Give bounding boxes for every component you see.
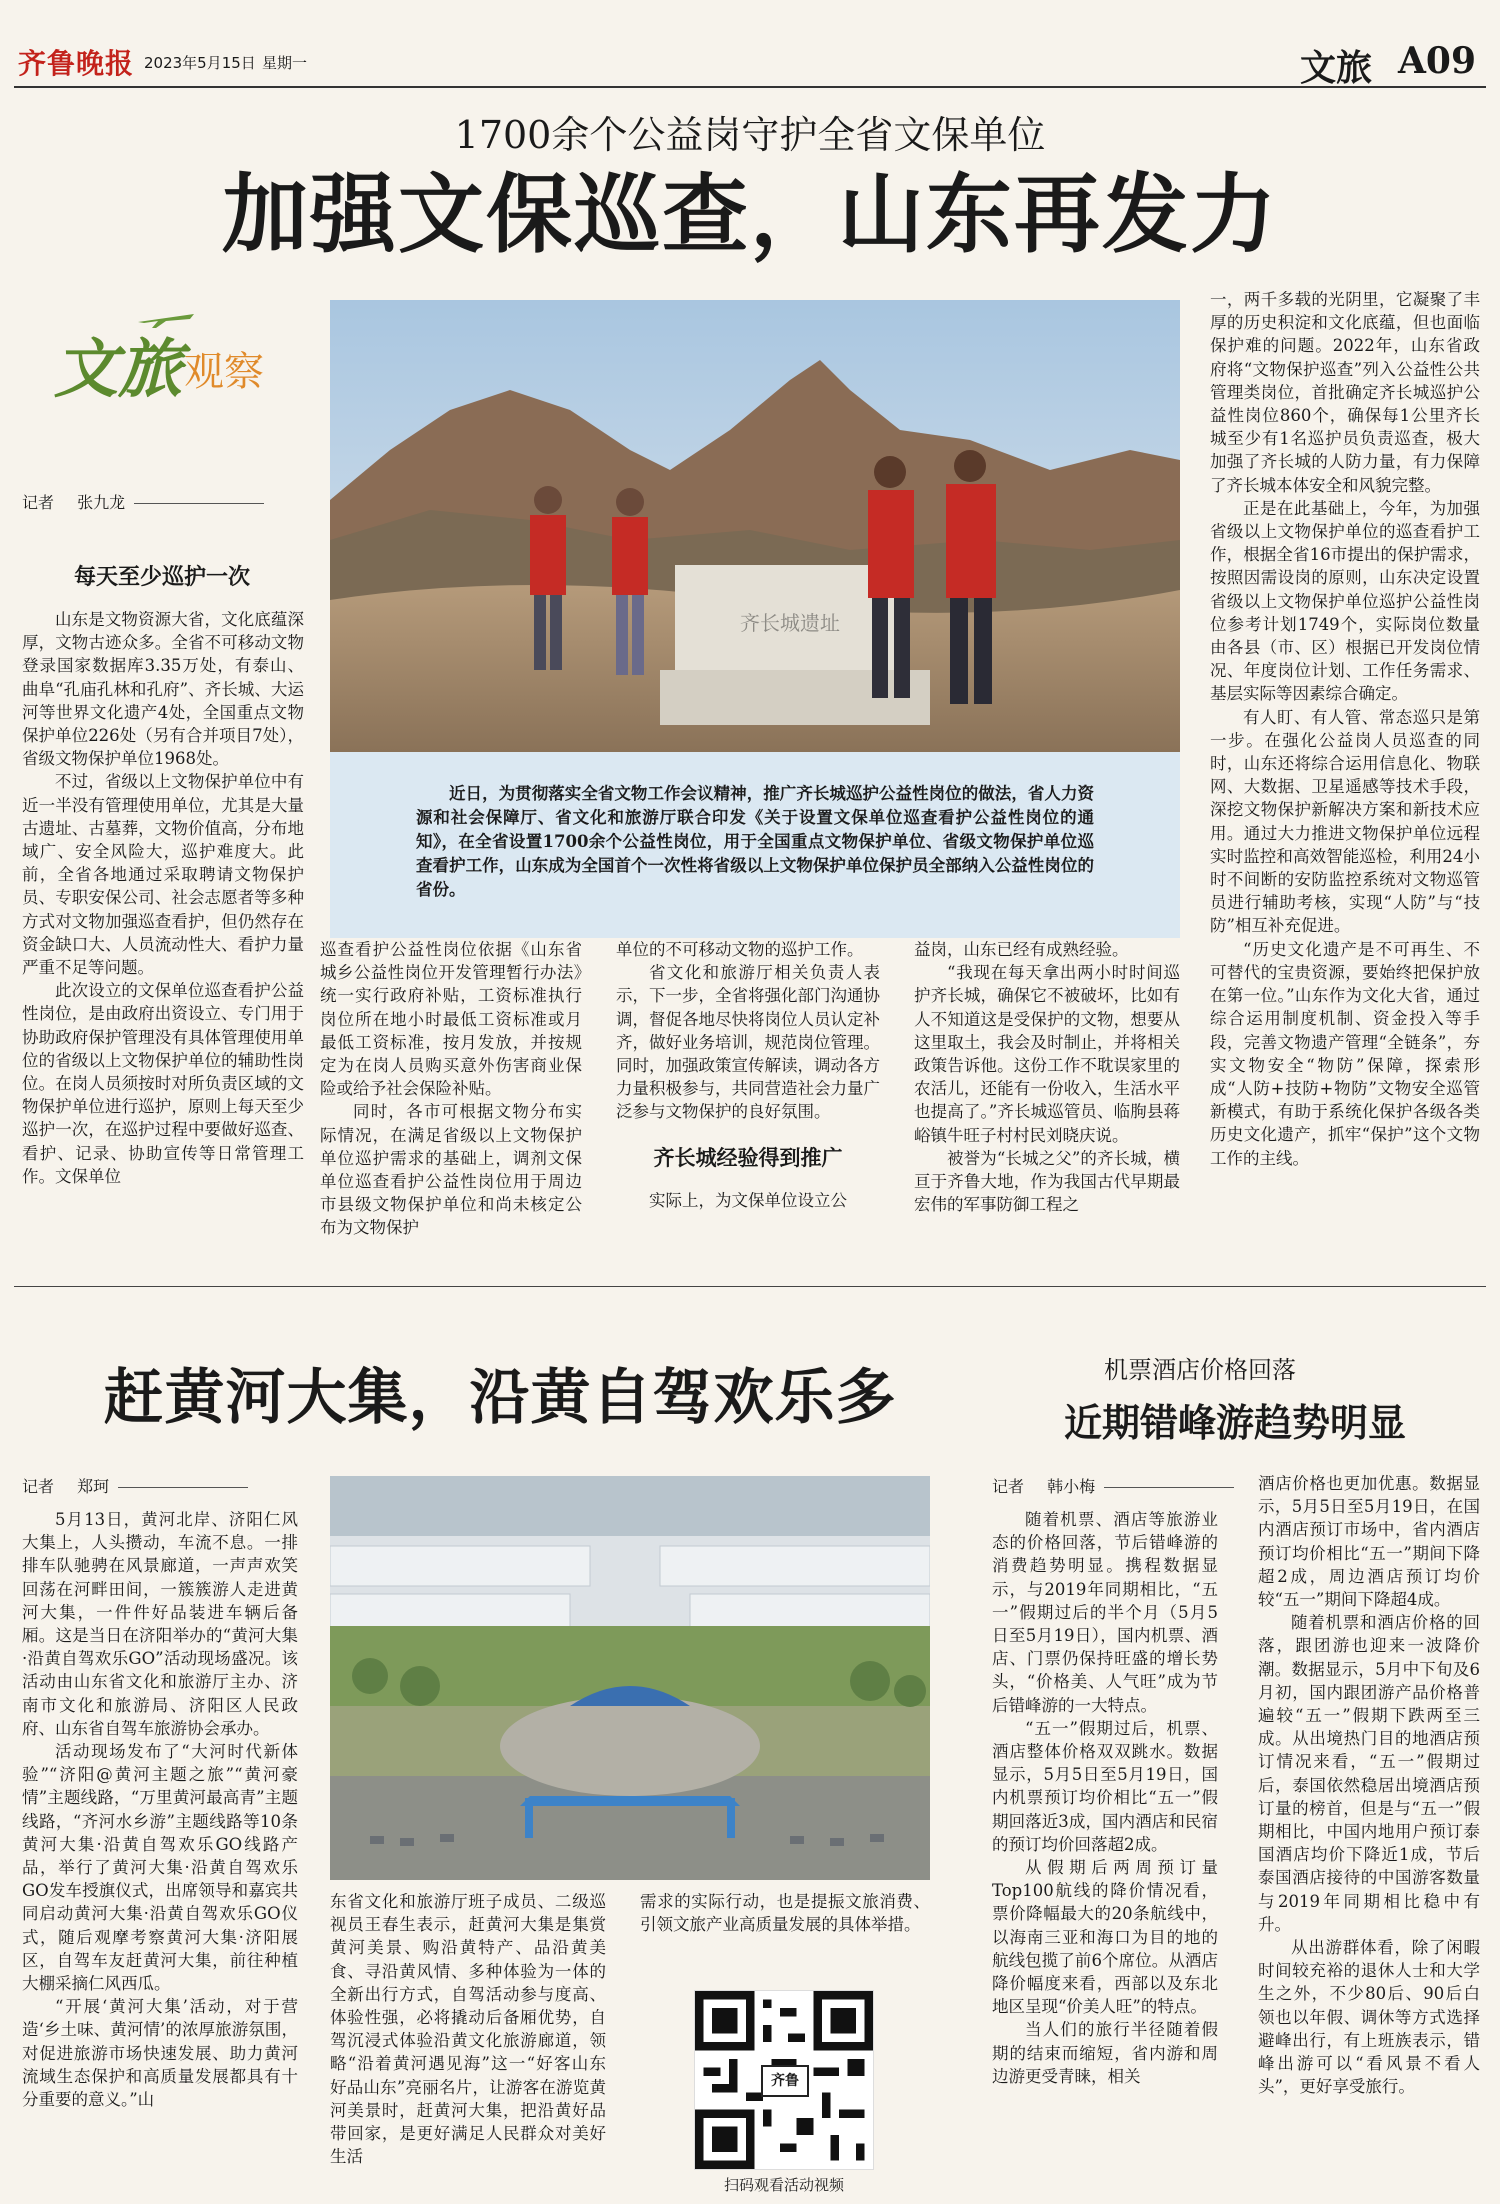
story1-col5-p2: 正是在此基础上，今年，为加强省级以上文物保护单位的巡查看护工作，根据全省16市提出的保护需求，按照因需设岗的原则，山东决定设置省级以上文物保护单位巡护公益性岗位参考计划1749个，实际岗位数量由各县（市、区）根据已开发岗位情况、年度岗位计划、工作任务需求、基层实际等因素综合确定。 — [1210, 498, 1480, 704]
section-name: 文旅 — [1300, 47, 1373, 89]
story1-col3-p3: 实际上，为文保单位设立公 — [649, 1190, 847, 1210]
qr-caption: 扫码观看活动视频 — [723, 2176, 844, 2194]
column-logo — [48, 300, 288, 410]
story1-col4-p2: “我现在每天拿出两小时时间巡护齐长城，确保它不被破坏，比如有人不知道这是受保护的文物，想要从这里取土，我会及时制止，并将相关政策告诉他。这份工作不耽误家里的农活儿，还能有一份收入，生活水平也提高了。”齐长城巡管员、临朐县蒋峪镇牛旺子村村民刘晓庆说。 — [914, 963, 1180, 1145]
story1-col1 — [22, 608, 304, 1268]
story1-photo-caption — [330, 752, 1180, 938]
story3-col2 — [1258, 1472, 1480, 2198]
great-wall-photo-illustration — [330, 300, 1180, 752]
section-divider — [14, 1286, 1486, 1287]
story2-photo — [330, 1476, 930, 1880]
issue-date: 2023年5月15日 — [144, 54, 256, 72]
story1-col5 — [1210, 288, 1480, 1268]
story3-col1-p2: “五一”假期过后，机票、酒店整体价格双双跳水。数据显示，5月5日至5月19日，国内机票预订均价相比“五一”假期回落近3成，国内酒店和民宿的预订均价回落超2成。 — [992, 1718, 1218, 1854]
story1-col2 — [320, 938, 582, 1268]
story1-col2-p2: 同时，各市可根据文物分布实际情况，在满足省级以上文物保护单位巡护需求的基础上，调剂文保单位巡查看护公益性岗位用于周边市县级文物保护单位和尚未核定公布为文物保护 — [320, 1102, 582, 1238]
story1-col3-p2: 省文化和旅游厅相关负责人表示，下一步，全省将强化部门沟通协调，督促各地尽快将岗位人员认定补齐，做好业务培训，规范岗位管理。同时，加强政策宣传解读，调动各方力量积极参与，共同营造社会力量广泛参与文物保护的良好氛围。 — [616, 963, 880, 1122]
story1-col5-p1: 一，两千多载的光阴里，它凝聚了丰厚的历史积淀和文化底蕴，但也面临保护难的问题。2022年，山东省政府将“文物保护巡查”列入公益性公共管理类岗位，首批确定齐长城巡护公益性岗位860个，确保每1公里齐长城至少有1名巡护员负责巡查，极大加强了齐长城的人防力量，有力保障了齐长城本体安全和风貌完整。 — [1210, 290, 1480, 495]
story3-kicker: 机票酒店价格回落 — [1104, 1356, 1296, 1384]
story1-photo — [330, 300, 1180, 752]
story2-col2 — [330, 1890, 606, 2190]
story1-col4 — [914, 938, 1180, 1268]
story3-byline — [992, 1474, 1234, 1497]
story1-subhead2: 齐长城经验得到推广 — [653, 1144, 843, 1170]
page-number: A09 — [1398, 40, 1477, 82]
byline-name: 韩小梅 — [1047, 1477, 1096, 1496]
yellow-river-fair-photo-illustration — [330, 1476, 930, 1880]
byline-rule — [1104, 1487, 1234, 1488]
story2-col3-p1: 需求的实际行动，也是提振文旅消费、引领文旅产业高质量发展的具体举措。 — [640, 1892, 930, 1935]
story3-headline: 近期错峰游趋势明显 — [1063, 1400, 1406, 1445]
story1-subhead1: 每天至少巡护一次 — [73, 564, 250, 590]
story1-col3 — [616, 938, 880, 1268]
issue-weekday: 星期一 — [262, 54, 308, 72]
story2-col3 — [640, 1890, 930, 1980]
story3-col1 — [992, 1508, 1218, 2198]
story1-col4-p3: 被誉为“长城之父”的齐长城，横亘于齐鲁大地，作为我国古代早期最宏伟的军事防御工程之 — [914, 1148, 1180, 1215]
byline-name: 郑珂 — [77, 1477, 110, 1496]
byline-rule — [118, 1487, 248, 1488]
story3-col1-p4: 当人们的旅行半径随着假期的结束而缩短，省内游和周边游更受青睐，相关 — [992, 2020, 1218, 2086]
byline-rule — [134, 503, 264, 504]
column-logo-text-b: 观察 — [184, 349, 264, 395]
byline-label: 记者 — [22, 493, 55, 512]
story1-col1-p3: 此次设立的文保单位巡查看护公益性岗位，是由政府出资设立、专门用于协助政府保护管理没有具体管理使用单位的省级以上文物保护单位的辅助性岗位。在岗人员须按时对所负责区域的文物保护单位进行巡护，原则上每天至少巡护一次，在巡护过程中要做好巡查、看护、记录、协助宣传等日常管理工作。文保单位 — [22, 981, 304, 1186]
story1-col5-p4: “历史文化遗产是不可再生、不可替代的宝贵资源，要始终把保护放在第一位。”山东作为文化大省，通过综合运用制度机制、资金投入等手段，完善文物遗产管理“全链条”，夯实文物安全“物防”保障，探索形成“人防+技防+物防”文物安全巡管新模式，有助于系统化保护各级各类历史文化遗产，抓牢“保护”这个文物工作的主线。 — [1210, 939, 1480, 1168]
stele-inscription: 齐长城遗址 — [740, 611, 840, 635]
story1-col1-p1: 山东是文物资源大省，文化底蕴深厚，文物古迹众多。全省不可移动文物登录国家数据库3.35万处，有泰山、曲阜“孔庙孔林和孔府”、齐长城、大运河等世界文化遗产4处，全国重点文物保护单位226处（另有合并项目7处），省级文物保护单位1968处。 — [22, 610, 304, 769]
story1-col3-p1: 单位的不可移动文物的巡护工作。 — [616, 940, 864, 959]
story2-col1-p3: “开展‘黄河大集’活动，对于营造‘乡土味、黄河情’的浓厚旅游氛围，对促进旅游市场快速发展、助力黄河流域生态保护和高质量发展都具有十分重要的意义。”山 — [22, 1997, 298, 2110]
qr-code[interactable] — [694, 1990, 874, 2170]
story1-col2-p1: 巡查看护公益性岗位依据《山东省城乡公益性岗位开发管理暂行办法》统一实行政府补贴，工资标准执行岗位所在地小时最低工资标准或月最低工资标准，按月发放，并按规定为在岗人员购买意外伤害商业保险或给予社会保险补贴。 — [320, 940, 582, 1099]
qr-badge: 齐鲁 — [761, 2065, 809, 2097]
story2-headline: 赶黄河大集，沿黄自驾欢乐多 — [103, 1363, 897, 1433]
byline-label: 记者 — [992, 1477, 1025, 1496]
paper-logo: 齐鲁晚报 — [18, 47, 135, 80]
story2-col1-p2: 活动现场发布了“大河时代新体验”“济阳@黄河主题之旅”“黄河豪情”主题线路，“万里黄河最高青”主题线路，“齐河水乡游”主题线路等10条黄河大集·沿黄自驾欢乐GO线路产品，举行了黄河大集·沿黄自驾欢乐GO发车授旗仪式，出席领导和嘉宾共同启动黄河大集·沿黄自驾欢乐GO仪式，随后观摩考察黄河大集·济阳展区，自驾车友赶黄河大集，前往种植大棚采摘仁风西瓜。 — [22, 1742, 298, 1994]
story2-col2-p1: 东省文化和旅游厅班子成员、二级巡视员王春生表示，赶黄河大集是集赏黄河美景、购沿黄特产、品沿黄美食、寻沿黄风情、多种体验为一体的全新出行方式，自驾活动参与度高、体验性强，必将撬动后备厢优势，自驾沉浸式体验沿黄文化旅游廊道，领略“沿着黄河遇见海”这一“好客山东 好品山东”亮丽名片，让游客在游览黄河美景时，赶黄河大集，把沿黄好品带回家，是更好满足人民群众对美好生活 — [330, 1892, 606, 2167]
story2-col1-p1: 5月13日，黄河北岸、济阳仁风大集上，人头攒动，车流不息。一排排车队驰骋在风景廊道，一声声欢笑回荡在河畔田间，一簇簇游人走进黄河大集，一件件好品装进车辆后备厢。这是当日在济阳举办的“黄河大集·沿黄自驾欢乐GO”活动现场盛况。该活动由山东省文化和旅游厅主办、济南市文化和旅游局、济阳区人民政府、山东省自驾车旅游协会承办。 — [22, 1510, 298, 1738]
story3-col1-p3: 从假期后两周预订量Top100航线的降价情况看，票价降幅最大的20条航线中，以海南三亚和海口为目的地的航线包揽了前6个席位。从酒店降价幅度来看，西部以及东北地区呈现“价美人旺”的特点。 — [992, 1858, 1218, 2017]
story3-col2-p1: 酒店价格也更加优惠。数据显示，5月5日至5月19日，在国内酒店预订市场中，省内酒店预订均价相比“五一”期间下降超2成，周边酒店预订均价较“五一”期间下降超4成。 — [1258, 1474, 1480, 1610]
story1-headline: 加强文保巡查，山东再发力 — [222, 164, 1278, 265]
story1-col1-p2: 不过，省级以上文物保护单位中有近一半没有管理使用单位，尤其是大量古遗址、古墓葬，文物价值高，分布地域广、安全风险大，巡护难度大。此前，全省各地通过采取聘请文物保护员、专职安保公司、社会志愿者等多种方式对文物加强巡查看护，但仍然存在资金缺口大、人员流动性大、看护力量严重不足等问题。 — [22, 772, 304, 978]
column-logo-text-a: 文旅 — [54, 332, 182, 407]
story1-col5-p3: 有人盯、有人管、常态巡只是第一步。在强化公益岗人员巡查的同时，山东还将综合运用信息化、物联网、大数据、卫星遥感等技术手段，深挖文物保护新解决方案和新技术应用。通过大力推进文物保护单位远程实时监控和高效智能巡检，利用24小时不间断的安防监控系统对文物巡管员进行辅助考核，实现“人防”与“技防”相互补充促进。 — [1210, 707, 1480, 936]
story1-kicker: 1700余个公益岗守护全省文保单位 — [454, 113, 1046, 157]
story1-byline — [22, 490, 264, 513]
story2-col1 — [22, 1508, 298, 2188]
masthead-rule — [14, 86, 1486, 88]
story2-byline — [22, 1474, 248, 1497]
byline-label: 记者 — [22, 1477, 55, 1496]
photo-caption-text: 近日，为贯彻落实全省文物工作会议精神，推广齐长城巡护公益性岗位的做法，省人力资源和社会保障厅、省文化和旅游厅联合印发《关于设置文保单位巡查看护公益性岗位的通知》，在全省设置1700余个公益性岗位，用于全国重点文物保护单位、省级文物保护单位巡查看护工作，山东成为全国首个一次性将省级以上文物保护单位保护员全部纳入公益性岗位的省份。 — [416, 784, 1094, 899]
byline-name: 张九龙 — [77, 493, 126, 512]
story3-col1-p1: 随着机票、酒店等旅游业态的价格回落，节后错峰游的消费趋势明显。携程数据显示，与2019年同期相比，“五一”假期过后的半个月（5月5日至5月19日），国内机票、酒店、门票仍保持旺盛的增长势头，“价格美、人气旺”成为节后错峰游的一大特点。 — [992, 1510, 1218, 1715]
story1-col4-p1: 益岗，山东已经有成熟经验。 — [914, 940, 1129, 959]
masthead — [0, 0, 1500, 112]
story3-col2-p3: 从出游群体看，除了闲暇时间较充裕的退休人士和大学生之外，不少80后、90后白领也以年假、调休等方式选择避峰出行，有上班族表示，错峰出游可以“看风景不看人头”，更好享受旅行。 — [1258, 1938, 1480, 2097]
story3-col2-p2: 随着机票和酒店价格的回落，跟团游也迎来一波降价潮。数据显示，5月中下旬及6月初，国内跟团游产品价格普遍较“五一”假期下跌两至三成。从出境热门目的地酒店预订情况来看，“五一”假期过后，泰国依然稳居出境酒店预订量的榜首，但是与“五一”假期相比，中国内地用户预订泰国酒店均价下降近1成，节后泰国酒店接待的中国游客数量与2019年同期相比稳中有升。 — [1258, 1613, 1480, 1934]
